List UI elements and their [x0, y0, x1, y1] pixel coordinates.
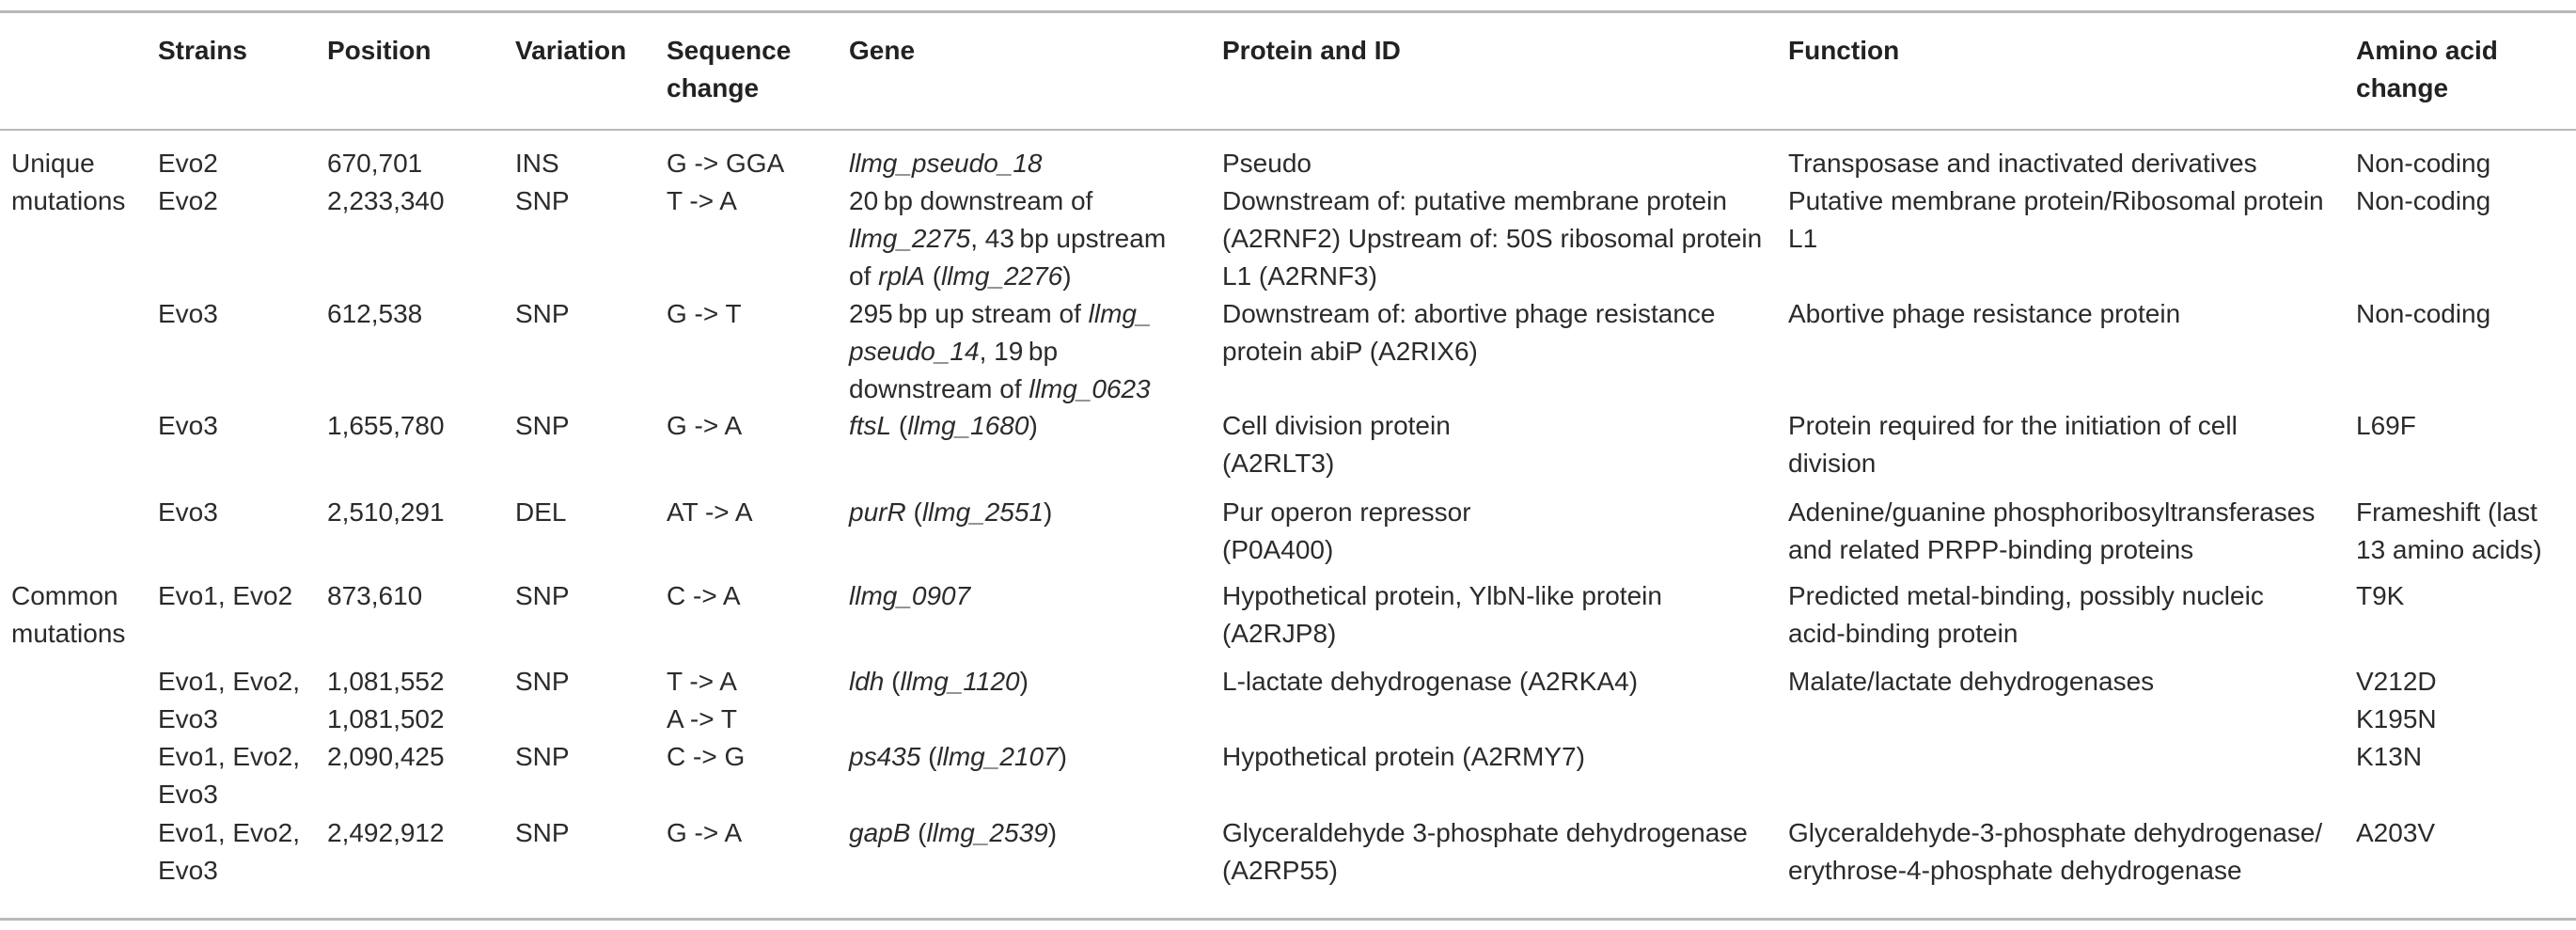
cell-function-line: Malate/lactate dehydrogenases	[1788, 667, 2155, 696]
cell-function	[1788, 295, 2180, 333]
cell-protein-and-id	[1222, 182, 1762, 295]
cell-amino-acid-change-line: Non-coding	[2356, 186, 2491, 215]
table-header-rule	[0, 129, 2576, 131]
cell-variation: SNP	[515, 667, 570, 696]
cell-strains-line: Evo3	[158, 856, 218, 885]
gene-name: llmg_pseudo_18	[849, 149, 1043, 178]
cell-variation: INS	[515, 149, 559, 178]
gene-name: gapB	[849, 818, 911, 847]
cell-gene	[849, 182, 1166, 295]
cell-amino-acid-change-line: Non-coding	[2356, 149, 2491, 178]
gene-text: (	[891, 411, 908, 440]
cell-gene-line	[849, 738, 1067, 776]
cell-strains-line: Evo2	[158, 186, 218, 215]
cell-position-line: 1,081,552	[327, 667, 445, 696]
cell-function-line: L1	[1788, 224, 1818, 253]
cell-function-line: Protein required for the initiation of cell	[1788, 411, 2238, 440]
gene-name: llmg_2276	[941, 261, 1063, 291]
cell-sequence-change-line: G -> A	[667, 818, 743, 847]
cell-gene-line	[849, 814, 1057, 852]
gene-text: (	[924, 261, 942, 291]
cell-variation: SNP	[515, 581, 570, 610]
gene-text: downstream of	[849, 374, 1029, 403]
header-function: Function	[1788, 36, 1900, 65]
cell-sequence-change	[667, 814, 742, 852]
group-label-unique: Unique mutations	[11, 149, 126, 215]
gene-name: llmg_1680	[907, 411, 1029, 440]
cell-strains-line: Evo1, Evo2,	[158, 742, 300, 771]
cell-protein-and-id-line: (A2RJP8)	[1222, 619, 1337, 648]
cell-function-line: Predicted metal-binding, possibly nucleic	[1788, 581, 2264, 610]
gene-text: (	[920, 742, 937, 771]
cell-position	[327, 145, 422, 182]
cell-amino-acid-change	[2356, 295, 2490, 333]
gene-text: )	[1058, 742, 1067, 771]
cell-amino-acid-change	[2356, 407, 2416, 445]
gene-name: ldh	[849, 667, 885, 696]
cell-strains	[158, 814, 300, 890]
cell-sequence-change-line: G -> T	[667, 299, 742, 328]
cell-sequence-change	[667, 182, 737, 220]
header-gene: Gene	[849, 36, 916, 65]
cell-strains-line: Evo3	[158, 704, 218, 733]
cell-gene-line	[849, 182, 1166, 220]
cell-sequence-change-line: A -> T	[667, 704, 737, 733]
cell-position-line: 873,610	[327, 581, 423, 610]
cell-sequence-change	[667, 663, 737, 738]
cell-protein-and-id	[1222, 663, 1638, 701]
cell-position-line: 670,701	[327, 149, 423, 178]
cell-protein-and-id-line: (A2RNF2) Upstream of: 50S ribosomal protein	[1222, 224, 1763, 253]
cell-protein-and-id	[1222, 494, 1471, 569]
gene-name: llmg_2551	[921, 497, 1045, 527]
cell-gene-line	[849, 333, 1152, 370]
cell-protein-and-id	[1222, 407, 1451, 482]
cell-strains-line: Evo3	[158, 780, 218, 809]
cell-protein-and-id-line: Pseudo	[1222, 149, 1312, 178]
group-label-common: Common mutations	[11, 581, 126, 648]
gene-text: , 43 bp upstream	[970, 224, 1167, 253]
cell-gene-line	[849, 407, 1038, 445]
cell-protein-and-id	[1222, 738, 1585, 776]
cell-protein-and-id-line: L1 (A2RNF3)	[1222, 261, 1377, 291]
cell-strains	[158, 494, 218, 531]
gene-name: llmg_2107	[936, 742, 1059, 771]
cell-function-line: Abortive phage resistance protein	[1788, 299, 2181, 328]
cell-variation: SNP	[515, 411, 570, 440]
cell-strains	[158, 577, 292, 615]
cell-amino-acid-change	[2356, 182, 2490, 220]
cell-gene	[849, 494, 1052, 531]
cell-function-line: and related PRPP-binding proteins	[1788, 535, 2194, 564]
cell-gene	[849, 295, 1152, 408]
cell-function	[1788, 182, 2324, 258]
cell-function	[1788, 145, 2257, 182]
cell-sequence-change	[667, 494, 753, 531]
gene-name: llmg_0907	[849, 581, 971, 610]
cell-position	[327, 407, 445, 445]
cell-sequence-change-line: G -> A	[667, 411, 743, 440]
cell-amino-acid-change-line: K195N	[2356, 704, 2437, 733]
cell-strains	[158, 182, 218, 220]
cell-strains	[158, 663, 300, 738]
gene-name: rplA	[878, 261, 925, 291]
gene-text: 295 bp up stream of	[849, 299, 1089, 328]
cell-gene-line	[849, 220, 1166, 258]
cell-function-line: Putative membrane protein/Ribosomal protein	[1788, 186, 2324, 215]
cell-gene-line	[849, 295, 1152, 333]
cell-protein-and-id	[1222, 814, 1748, 890]
cell-function-line: erythrose-4-phosphate dehydrogenase	[1788, 856, 2242, 885]
cell-protein-and-id-line: (A2RP55)	[1222, 856, 1338, 885]
cell-sequence-change	[667, 738, 745, 776]
cell-protein-and-id-line: protein abiP (A2RIX6)	[1222, 337, 1478, 366]
cell-function	[1788, 494, 2315, 569]
table-top-rule	[0, 10, 2576, 13]
gene-text: , 19 bp	[979, 337, 1059, 366]
gene-name: llmg_2539	[926, 818, 1048, 847]
cell-gene	[849, 814, 1057, 852]
cell-sequence-change	[667, 145, 784, 182]
gene-text: (	[884, 667, 901, 696]
cell-strains-line: Evo3	[158, 299, 218, 328]
gene-text: )	[1044, 497, 1053, 527]
cell-gene-line	[849, 577, 970, 615]
header-amino-acid-change: Amino acid change	[2356, 36, 2498, 102]
cell-gene	[849, 577, 970, 615]
cell-position-line: 2,510,291	[327, 497, 445, 527]
cell-amino-acid-change	[2356, 663, 2437, 738]
cell-protein-and-id-line: (A2RLT3)	[1222, 449, 1335, 478]
cell-position	[327, 494, 445, 531]
cell-gene-line	[849, 494, 1052, 531]
gene-name: ftsL	[849, 411, 892, 440]
cell-protein-and-id	[1222, 145, 1312, 182]
header-sequence-change: Sequence change	[667, 36, 792, 102]
gene-name: llmg_0623	[1029, 374, 1151, 403]
gene-text: of	[849, 261, 879, 291]
cell-strains-line: Evo1, Evo2	[158, 581, 293, 610]
cell-sequence-change	[667, 407, 742, 445]
header-strains: Strains	[158, 36, 247, 65]
cell-amino-acid-change-line: Frameshift (last	[2356, 497, 2537, 527]
cell-gene-line	[849, 370, 1152, 408]
cell-strains-line: Evo1, Evo2,	[158, 667, 300, 696]
cell-protein-and-id	[1222, 295, 1716, 370]
gene-name: llmg_2275	[849, 224, 971, 253]
cell-function	[1788, 577, 2264, 653]
cell-sequence-change-line: T -> A	[667, 667, 737, 696]
cell-sequence-change	[667, 295, 742, 333]
cell-sequence-change-line: G -> GGA	[667, 149, 785, 178]
cell-function	[1788, 814, 2322, 890]
cell-position-line: 2,233,340	[327, 186, 445, 215]
table-bottom-rule	[0, 918, 2576, 921]
cell-function-line: Glyceraldehyde-3-phosphate dehydrogenase/	[1788, 818, 2323, 847]
cell-variation: SNP	[515, 818, 570, 847]
cell-position-line: 2,492,912	[327, 818, 445, 847]
cell-amino-acid-change	[2356, 577, 2404, 615]
cell-function	[1788, 407, 2238, 482]
cell-amino-acid-change	[2356, 814, 2435, 852]
gene-name: llmg_1120	[900, 667, 1020, 696]
cell-position-line: 1,655,780	[327, 411, 445, 440]
cell-protein-and-id-line: Pur operon repressor	[1222, 497, 1471, 527]
cell-gene	[849, 738, 1067, 776]
cell-position	[327, 295, 422, 333]
cell-protein-and-id-line: (P0A400)	[1222, 535, 1334, 564]
cell-strains	[158, 295, 218, 333]
cell-variation: SNP	[515, 299, 570, 328]
cell-protein-and-id-line: Cell division protein	[1222, 411, 1451, 440]
cell-amino-acid-change	[2356, 738, 2422, 776]
cell-position	[327, 738, 445, 776]
cell-variation: SNP	[515, 742, 570, 771]
gene-name: purR	[849, 497, 906, 527]
cell-sequence-change-line: AT -> A	[667, 497, 753, 527]
cell-amino-acid-change	[2356, 145, 2490, 182]
header-position: Position	[327, 36, 432, 65]
cell-gene	[849, 407, 1038, 445]
cell-sequence-change-line: T -> A	[667, 186, 737, 215]
cell-gene	[849, 663, 1029, 701]
cell-strains-line: Evo2	[158, 149, 218, 178]
cell-amino-acid-change-line: A203V	[2356, 818, 2436, 847]
gene-name: llmg_	[1088, 299, 1152, 328]
gene-name: pseudo_14	[849, 337, 980, 366]
cell-strains-line: Evo3	[158, 411, 218, 440]
cell-amino-acid-change-line: Non-coding	[2356, 299, 2491, 328]
cell-amino-acid-change-line: K13N	[2356, 742, 2423, 771]
cell-protein-and-id	[1222, 577, 1662, 653]
gene-text: (	[910, 818, 927, 847]
header-variation: Variation	[515, 36, 627, 65]
cell-protein-and-id-line: Hypothetical protein, YlbN-like protein	[1222, 581, 1662, 610]
cell-protein-and-id-line: Downstream of: putative membrane protein	[1222, 186, 1727, 215]
cell-strains	[158, 145, 218, 182]
cell-sequence-change	[667, 577, 741, 615]
cell-position-line: 2,090,425	[327, 742, 445, 771]
gene-text: )	[1047, 818, 1058, 847]
cell-amino-acid-change-line: L69F	[2356, 411, 2416, 440]
gene-text: )	[1062, 261, 1072, 291]
cell-strains	[158, 407, 218, 445]
cell-amino-acid-change-line: T9K	[2356, 581, 2405, 610]
cell-amino-acid-change-line: 13 amino acids)	[2356, 535, 2542, 564]
cell-position	[327, 814, 445, 852]
cell-function-line: division	[1788, 449, 1877, 478]
cell-sequence-change-line: C -> G	[667, 742, 746, 771]
cell-protein-and-id-line: Downstream of: abortive phage resistance	[1222, 299, 1716, 328]
header-protein-and-id: Protein and ID	[1222, 36, 1401, 65]
cell-position	[327, 182, 445, 220]
cell-function-line: Adenine/guanine phosphoribosyltransferases	[1788, 497, 2316, 527]
cell-position	[327, 577, 422, 615]
cell-protein-and-id-line: Glyceraldehyde 3-phosphate dehydrogenase	[1222, 818, 1748, 847]
cell-gene-line	[849, 258, 1166, 295]
gene-text: (	[905, 497, 922, 527]
cell-position	[327, 663, 445, 738]
gene-text: )	[1029, 411, 1038, 440]
cell-variation: DEL	[515, 497, 567, 527]
cell-position-line: 612,538	[327, 299, 423, 328]
cell-variation: SNP	[515, 186, 570, 215]
cell-strains-line: Evo1, Evo2,	[158, 818, 300, 847]
cell-gene-line	[849, 663, 1029, 701]
cell-protein-and-id-line: Hypothetical protein (A2RMY7)	[1222, 742, 1585, 771]
cell-strains	[158, 738, 300, 813]
cell-gene	[849, 145, 1043, 182]
cell-function-line: acid-binding protein	[1788, 619, 2018, 648]
cell-gene-line	[849, 145, 1043, 182]
cell-function	[1788, 663, 2154, 701]
cell-sequence-change-line: C -> A	[667, 581, 741, 610]
cell-position-line: 1,081,502	[327, 704, 445, 733]
gene-name: ps435	[849, 742, 921, 771]
gene-text: )	[1019, 667, 1029, 696]
cell-function-line: Transposase and inactivated derivatives	[1788, 149, 2257, 178]
cell-amino-acid-change	[2356, 494, 2542, 569]
cell-strains-line: Evo3	[158, 497, 218, 527]
cell-amino-acid-change-line: V212D	[2356, 667, 2437, 696]
cell-protein-and-id-line: L-lactate dehydrogenase (A2RKA4)	[1222, 667, 1639, 696]
gene-text: 20 bp downstream of	[849, 186, 1093, 215]
